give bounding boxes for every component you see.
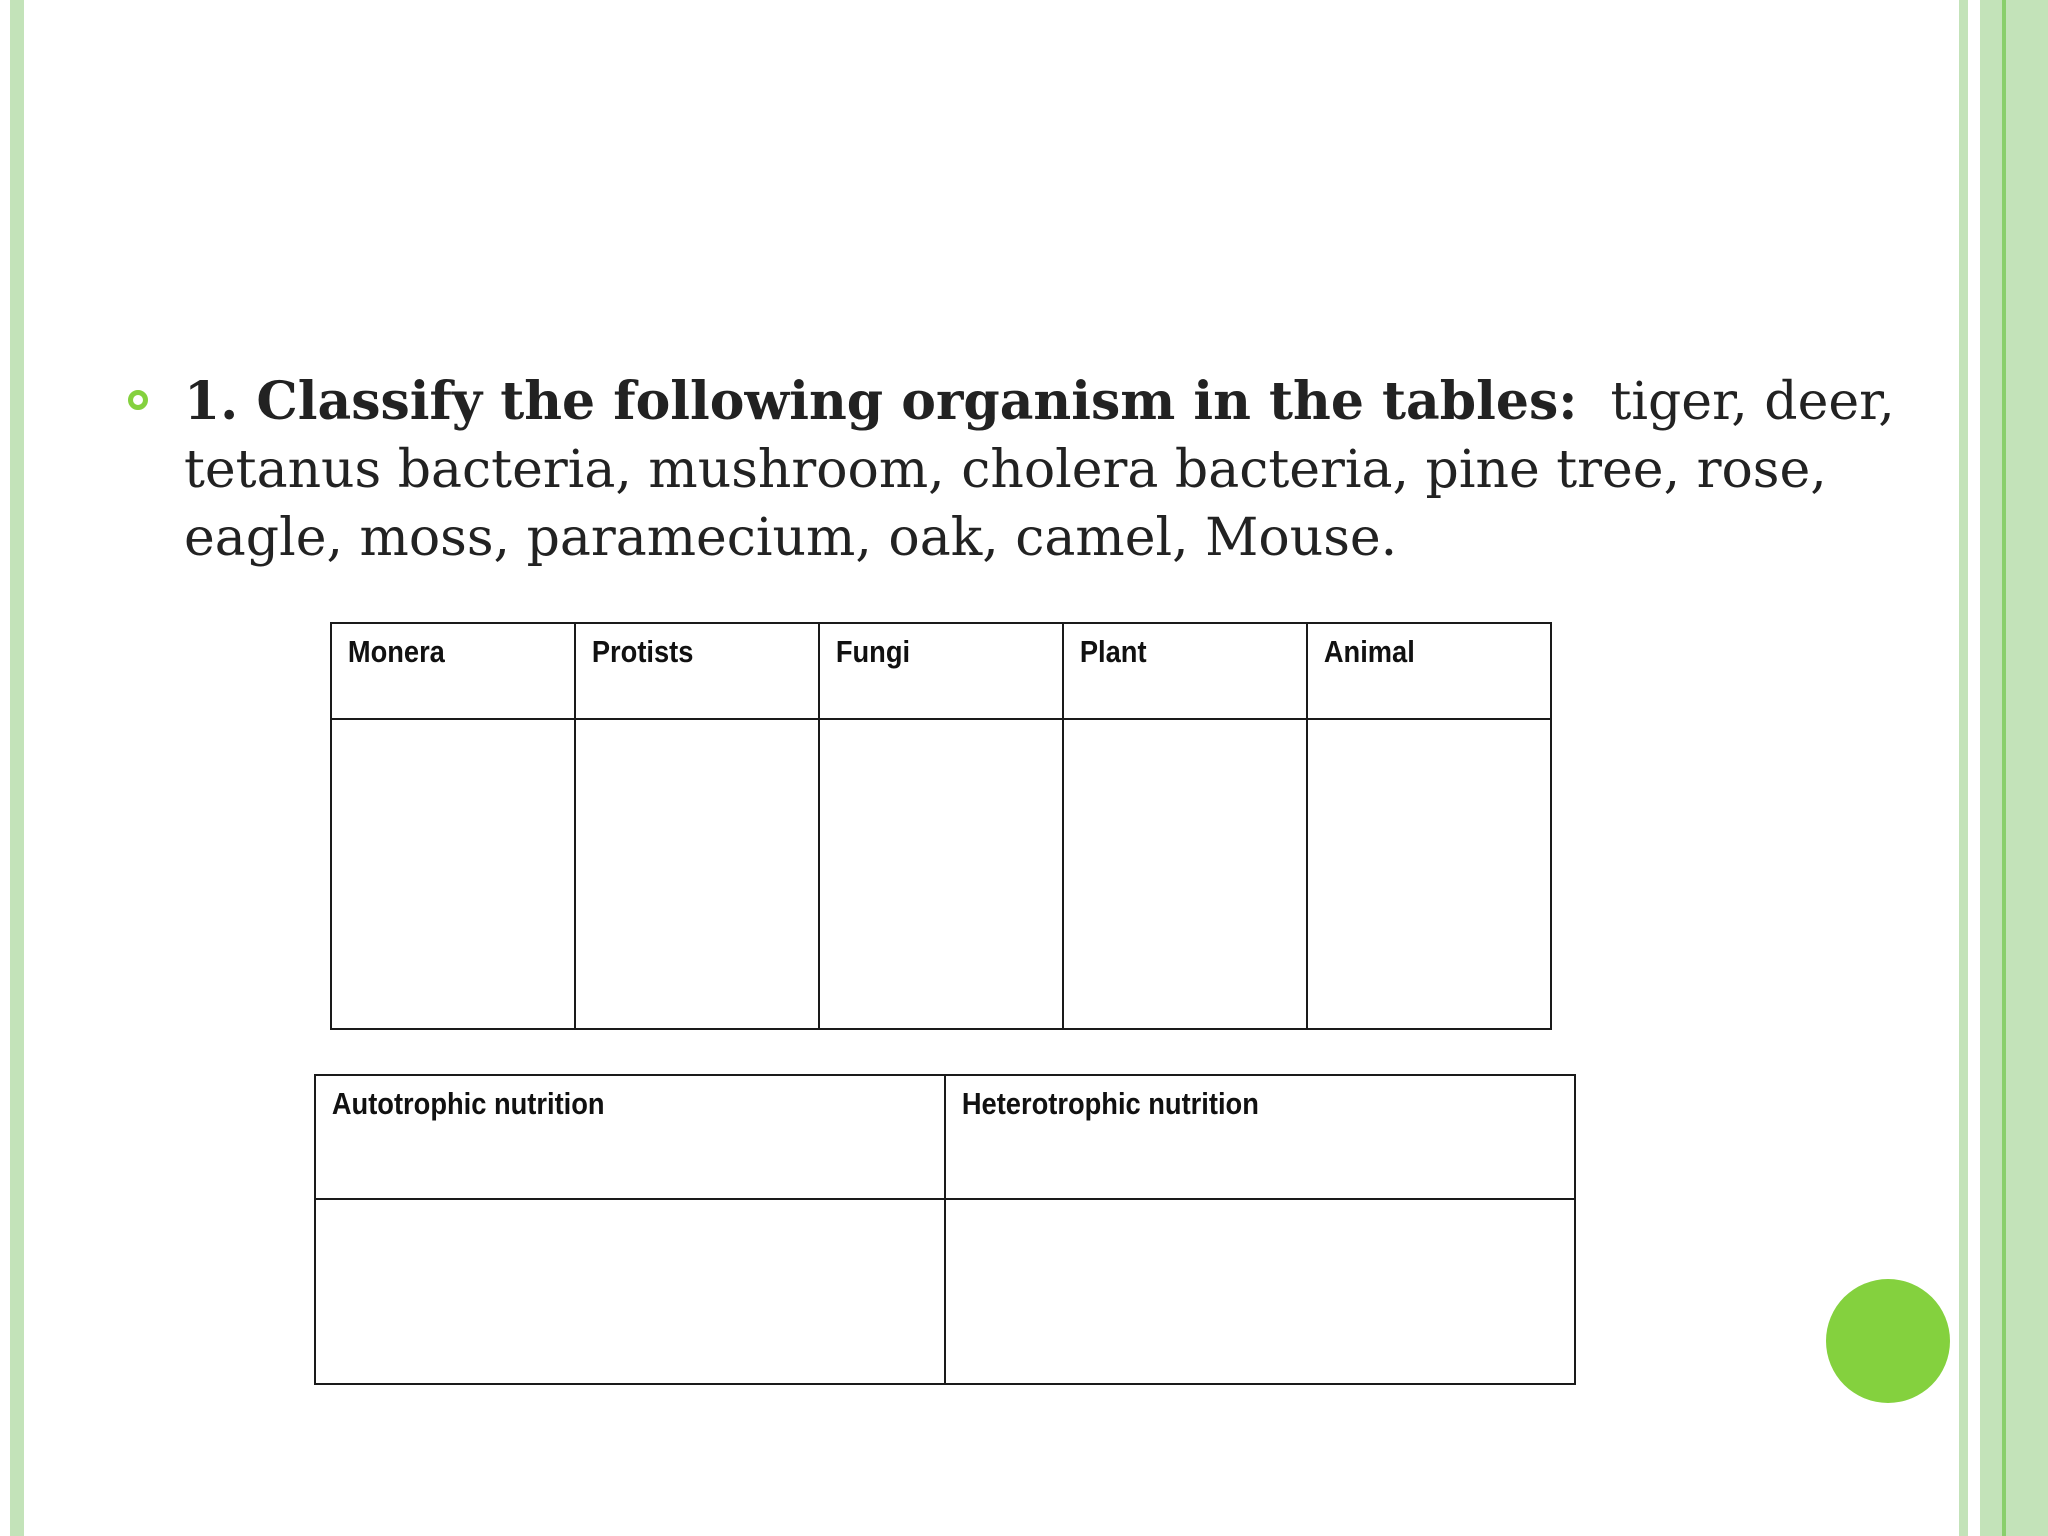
answer-cell-autotrophic [315, 1199, 945, 1384]
kingdom-header-cell [1063, 623, 1307, 719]
kingdom-header-cell [819, 623, 1063, 719]
table-header-row [315, 1075, 1575, 1199]
table-row [331, 719, 1551, 1029]
header-plant: Plant [1079, 634, 1147, 669]
header-autotrophic: Autotrophic nutrition [331, 1086, 605, 1121]
answer-cell-animal [1307, 719, 1551, 1029]
header-animal: Animal [1323, 634, 1415, 669]
right-border-stripe [2006, 0, 2048, 1536]
nutrition-table [314, 1074, 1576, 1385]
header-fungi: Fungi [835, 634, 911, 669]
table-header-row [331, 623, 1551, 719]
table-row [315, 1199, 1575, 1384]
kingdom-header-cell [331, 623, 575, 719]
nutrition-header-cell [945, 1075, 1575, 1199]
header-protists: Protists [591, 634, 694, 669]
header-monera: Monera [347, 634, 445, 669]
answer-cell-monera [331, 719, 575, 1029]
question-text [184, 368, 1924, 572]
answer-cell-plant [1063, 719, 1307, 1029]
right-border-stripe [1980, 0, 2002, 1536]
right-border-stripe [1959, 0, 1968, 1536]
organism-list: tiger, deer, tetanus bacteria, mushroom, cholera bacteria, pine tree, rose, eagle, moss, paramecium, oak, camel, Mouse. [184, 372, 1895, 568]
header-heterotrophic: Heterotrophic nutrition [961, 1086, 1259, 1121]
kingdoms-table [330, 622, 1552, 1030]
answer-cell-heterotrophic [945, 1199, 1575, 1384]
question-heading: 1. Classify the following organism in the tables: [184, 371, 1578, 432]
left-border-decoration [10, 0, 24, 1536]
nutrition-header-cell [315, 1075, 945, 1199]
answer-cell-protists [575, 719, 819, 1029]
kingdom-header-cell [575, 623, 819, 719]
green-circle-decoration [1826, 1279, 1950, 1403]
answer-cell-fungi [819, 719, 1063, 1029]
bullet-circle-icon [128, 390, 148, 410]
kingdom-header-cell [1307, 623, 1551, 719]
